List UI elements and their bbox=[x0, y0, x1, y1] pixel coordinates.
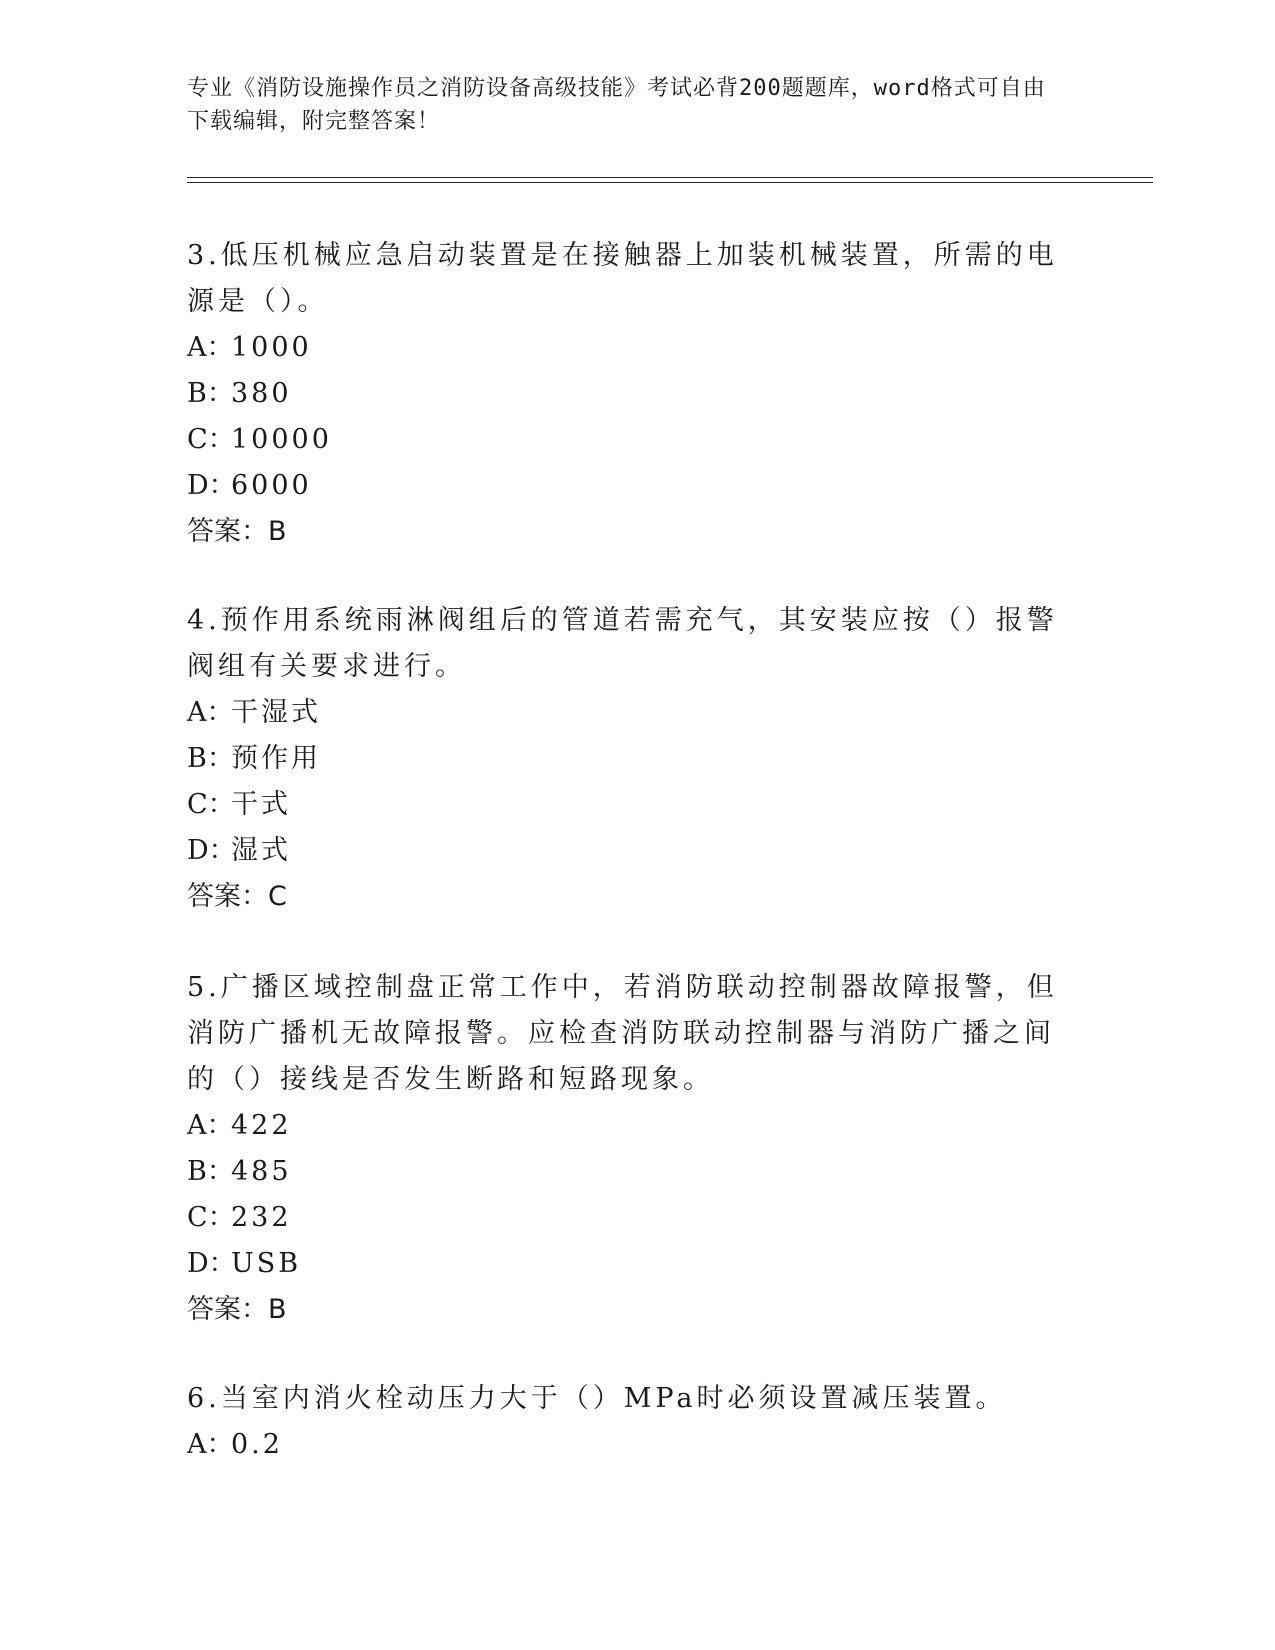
question-stem: 6.当室内消火栓动压力大于（）MPa时必须设置减压装置。 bbox=[187, 1383, 1007, 1414]
question-stem: 3.低压机械应急启动装置是在接触器上加装机械装置，所需的电源是（）。 bbox=[187, 240, 1058, 317]
option-value: 485 bbox=[231, 1156, 292, 1187]
option-letter: C： bbox=[187, 424, 235, 455]
option-value: 预作用 bbox=[231, 743, 321, 774]
option-letter: A： bbox=[187, 1110, 234, 1141]
option-letter: B： bbox=[187, 743, 234, 774]
question-stem: 5.广播区域控制盘正常工作中，若消防联动控制器故障报警，但消防广播机无故障报警。应检查消防联动控制器与消防广播之间的（）接线是否发生断路和短路现象。 bbox=[187, 972, 1058, 1095]
option-letter: B： bbox=[187, 1156, 234, 1187]
option-letter: D： bbox=[187, 1248, 236, 1279]
option-value: 1000 bbox=[231, 332, 312, 363]
option-d bbox=[187, 828, 1067, 874]
header-divider-bottom bbox=[187, 182, 1153, 183]
option-letter: B： bbox=[187, 378, 234, 409]
option-a bbox=[187, 1103, 1067, 1149]
option-value: USB bbox=[231, 1248, 302, 1279]
option-letter: D： bbox=[187, 470, 236, 501]
option-a bbox=[187, 325, 1067, 371]
answer-line: 答案：B bbox=[187, 516, 287, 547]
option-b bbox=[187, 1149, 1067, 1195]
document-header: 专业《消防设施操作员之消防设备高级技能》考试必背200题题库，word格式可自由下载编辑，附完整答案！ bbox=[187, 76, 1046, 134]
option-c bbox=[187, 1195, 1067, 1241]
option-d bbox=[187, 463, 1067, 509]
question-stem: 4.预作用系统雨淋阀组后的管道若需充气，其安装应按（）报警阀组有关要求进行。 bbox=[187, 605, 1058, 682]
option-value: 232 bbox=[231, 1202, 292, 1233]
option-letter: C： bbox=[187, 789, 235, 820]
option-letter: A： bbox=[187, 1429, 234, 1460]
option-value: 422 bbox=[231, 1110, 292, 1141]
header-divider-top bbox=[187, 177, 1153, 178]
question-4 bbox=[187, 598, 1067, 920]
option-c bbox=[187, 417, 1067, 463]
option-c bbox=[187, 782, 1067, 828]
option-value: 10000 bbox=[231, 424, 332, 455]
option-letter: C： bbox=[187, 1202, 235, 1233]
option-b bbox=[187, 736, 1067, 782]
option-a bbox=[187, 1422, 1067, 1468]
option-value: 0.2 bbox=[231, 1429, 283, 1460]
option-d bbox=[187, 1241, 1067, 1287]
option-value: 6000 bbox=[231, 470, 312, 501]
option-value: 380 bbox=[231, 378, 292, 409]
question-5 bbox=[187, 965, 1067, 1333]
question-3 bbox=[187, 233, 1067, 555]
option-b bbox=[187, 371, 1067, 417]
option-value: 湿式 bbox=[231, 835, 291, 866]
option-letter: A： bbox=[187, 697, 234, 728]
option-value: 干式 bbox=[231, 789, 291, 820]
option-letter: A： bbox=[187, 332, 234, 363]
question-6 bbox=[187, 1376, 1067, 1468]
option-value: 干湿式 bbox=[231, 697, 321, 728]
option-letter: D： bbox=[187, 835, 236, 866]
answer-line: 答案：C bbox=[187, 881, 287, 912]
answer-line: 答案：B bbox=[187, 1294, 287, 1325]
option-a bbox=[187, 690, 1067, 736]
